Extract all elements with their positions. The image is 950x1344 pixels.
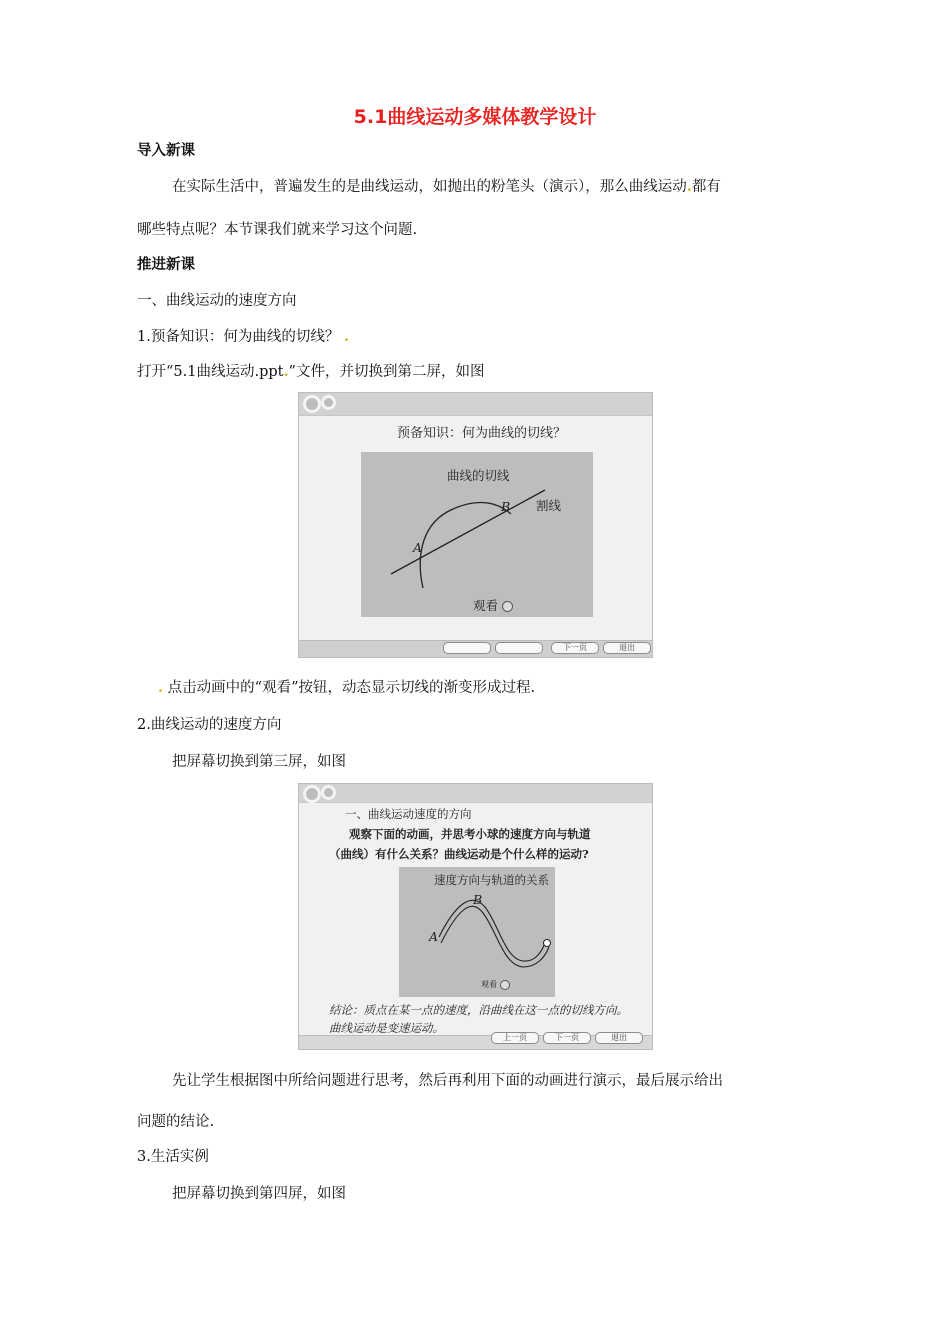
- track-outer: [439, 900, 545, 961]
- secant-line: [391, 490, 545, 574]
- section-heading-intro: 导入新课: [137, 143, 195, 159]
- secant-label: 割线: [536, 498, 562, 513]
- slide-heading: 一、曲线运动速度的方向: [345, 807, 472, 821]
- next-page-button[interactable]: 下一页: [551, 642, 599, 654]
- think-paragraph-line1: 先让学生根据图中所给问题进行思考，然后再利用下面的动画进行演示，最后展示给出: [172, 1073, 723, 1089]
- open-file-instruction: 打开“5.1曲线运动.ppt.”文件，并切换到第二屏，如图: [137, 363, 485, 380]
- slide-question-line1: 观察下面的动画，并思考小球的速度方向与轨道: [349, 827, 591, 841]
- animation-panel: [399, 867, 555, 997]
- section-heading-new: 推进新课: [137, 257, 195, 273]
- panel-title: 曲线的切线: [447, 468, 510, 483]
- page-title: 5.1曲线运动多媒体教学设计: [353, 106, 597, 128]
- track-inner: [441, 906, 549, 967]
- subheading-velocity: 一、曲线运动的速度方向: [137, 293, 297, 309]
- point-a-label: A: [413, 540, 423, 555]
- exit-button[interactable]: 退出: [603, 642, 651, 654]
- slide-question-line2: （曲线）有什么关系？曲线运动是个什么样的运动?: [329, 847, 589, 861]
- slide-screenshot-3: [298, 783, 653, 1050]
- play-icon: [502, 601, 513, 612]
- gear-icon: [303, 785, 321, 803]
- intro-paragraph-line2: 哪些特点呢？本节课我们就来学习这个问题.: [137, 222, 418, 238]
- switch-screen-4: 把屏幕切换到第四屏，如图: [172, 1186, 346, 1202]
- gear-icon: [303, 395, 321, 413]
- exit-button[interactable]: 退出: [595, 1032, 643, 1044]
- point-a-label: A: [429, 929, 439, 944]
- next-page-button[interactable]: 下一页: [543, 1032, 591, 1044]
- slide-header-bar: [299, 393, 652, 416]
- gear-icon: [321, 395, 336, 410]
- item-prerequisite: 1.预备知识：何为曲线的切线？ .: [137, 328, 350, 345]
- watch-button[interactable]: 观看: [473, 596, 513, 614]
- slide-header-bar: [299, 784, 652, 803]
- ball-icon: [544, 940, 551, 947]
- conclusion-line1: 结论：质点在某一点的速度，沿曲线在这一点的切线方向。: [329, 1003, 628, 1017]
- intro-paragraph-line1: 在实际生活中，普遍发生的是曲线运动，如抛出的粉笔头（演示），那么曲线运动.都有: [172, 178, 721, 195]
- switch-screen-3: 把屏幕切换到第三屏，如图: [172, 754, 346, 770]
- think-paragraph-line2: 问题的结论.: [137, 1114, 215, 1130]
- click-instruction: . 点击动画中的“观看”按钮，动态显示切线的渐变形成过程.: [158, 679, 536, 696]
- animation-panel: [361, 452, 593, 617]
- play-icon: [500, 980, 510, 990]
- prev-page-button[interactable]: 上一页: [491, 1032, 539, 1044]
- conclusion-line2: 曲线运动是变速运动。: [329, 1021, 444, 1035]
- item-life-examples: 3.生活实例: [137, 1149, 209, 1165]
- point-b-label: B: [473, 892, 483, 907]
- slide-heading: 预备知识：何为曲线的切线？: [397, 426, 567, 441]
- point-b-label: B: [501, 499, 511, 514]
- watch-button[interactable]: 观看: [481, 979, 510, 990]
- item-velocity-direction: 2.曲线运动的速度方向: [137, 717, 282, 733]
- panel-title: 速度方向与轨道的关系: [434, 873, 549, 887]
- nav-button-blank-1[interactable]: [443, 642, 491, 654]
- slide-screenshot-2: [298, 392, 653, 658]
- nav-button-blank-2[interactable]: [495, 642, 543, 654]
- gear-icon: [321, 785, 336, 800]
